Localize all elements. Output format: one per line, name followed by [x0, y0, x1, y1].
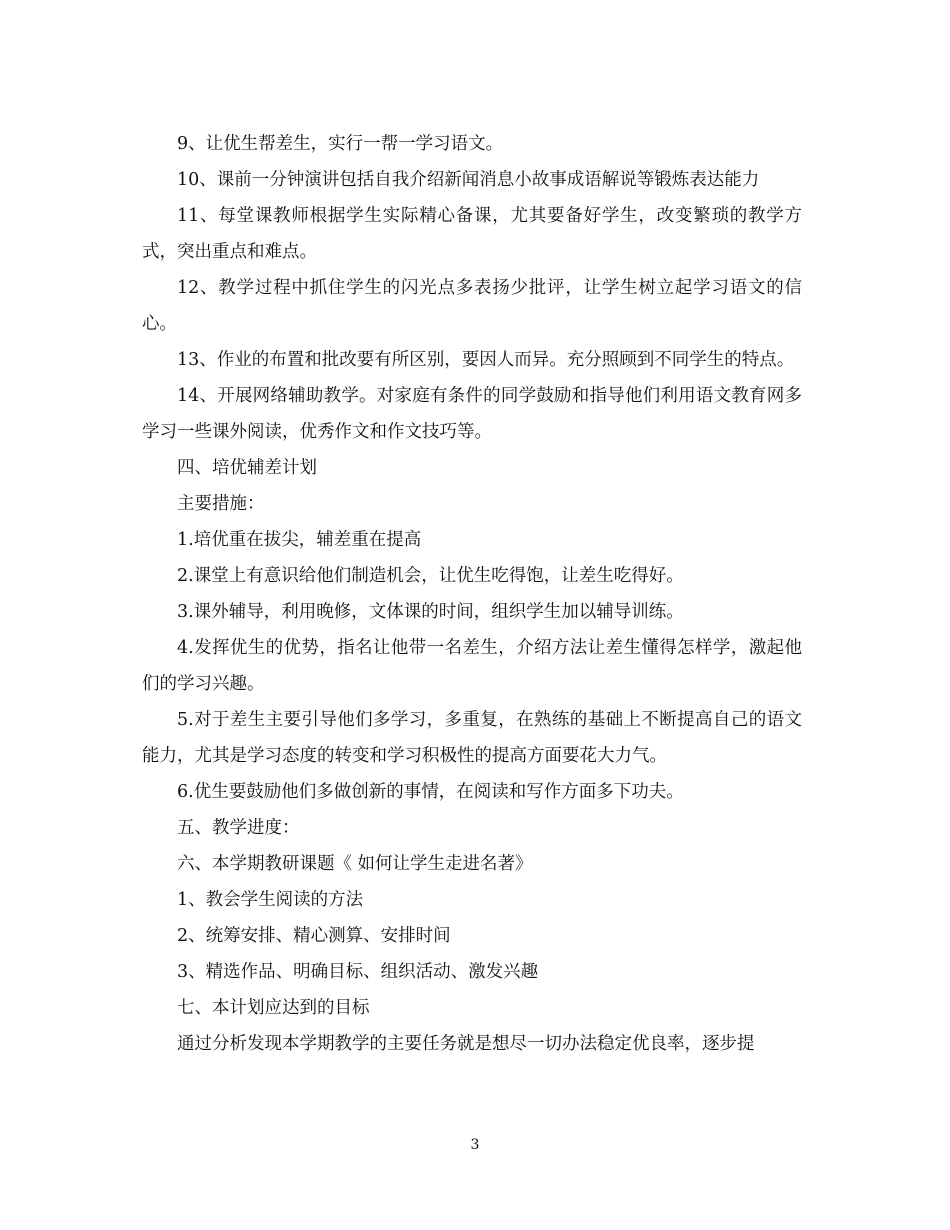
document-body — [142, 126, 802, 1062]
paragraph-item-13: 13、作业的布置和批改要有所区别，要因人而异。充分照顾到不同学生的特点。 — [177, 350, 795, 370]
section-heading-7: 七、本计划应达到的目标 — [177, 998, 370, 1018]
measure-item-5: 5.对于差生主要引导他们多学习，多重复，在熟练的基础上不断提高自己的语文能力，尤其是学习态度的转变和学习积极性的提高方面要花大力气。 — [142, 710, 802, 766]
research-item-1: 1、教会学生阅读的方法 — [177, 890, 364, 910]
section-heading-4: 四、培优辅差计划 — [177, 458, 317, 478]
subheading-main-measures: 主要措施： — [177, 494, 265, 514]
measure-item-2: 2.课堂上有意识给他们制造机会，让优生吃得饱，让差生吃得好。 — [177, 566, 684, 586]
paragraph-item-12: 12、教学过程中抓住学生的闪光点多表扬少批评，让学生树立起学习语文的信心。 — [142, 278, 802, 334]
goal-paragraph: 通过分析发现本学期教学的主要任务就是想尽一切办法稳定优良率，逐步提 — [177, 1034, 755, 1054]
paragraph-item-11: 11、每堂课教师根据学生实际精心备课，尤其要备好学生，改变繁琐的教学方式，突出重点和难点。 — [142, 206, 802, 262]
page-number: 3 — [470, 1137, 480, 1153]
paragraph-item-10: 10、课前一分钟演讲包括自我介绍新闻消息小故事成语解说等锻炼表达能力 — [177, 170, 760, 190]
section-heading-5: 五、教学进度： — [177, 818, 300, 838]
paragraph-item-9: 9、让优生帮差生，实行一帮一学习语文。 — [177, 134, 504, 154]
paragraph-item-14: 14、开展网络辅助教学。对家庭有条件的同学鼓励和指导他们利用语文教育网多学习一些课外阅读，优秀作文和作文技巧等。 — [142, 386, 802, 442]
measure-item-4: 4.发挥优生的优势，指名让他带一名差生，介绍方法让差生懂得怎样学，激起他们的学习兴趣。 — [142, 638, 802, 694]
research-item-3: 3、精选作品、明确目标、组织活动、激发兴趣 — [177, 962, 539, 982]
measure-item-6: 6.优生要鼓励他们多做创新的事情，在阅读和写作方面多下功夫。 — [177, 782, 684, 802]
measure-item-3: 3.课外辅导，利用晚修，文体课的时间，组织学生加以辅导训练。 — [177, 602, 684, 622]
measure-item-1: 1.培优重在拔尖，辅差重在提高 — [177, 530, 422, 550]
section-heading-6: 六、本学期教研课题《 如何让学生走进名著》 — [177, 854, 533, 874]
research-item-2: 2、统筹安排、精心测算、安排时间 — [177, 926, 451, 946]
